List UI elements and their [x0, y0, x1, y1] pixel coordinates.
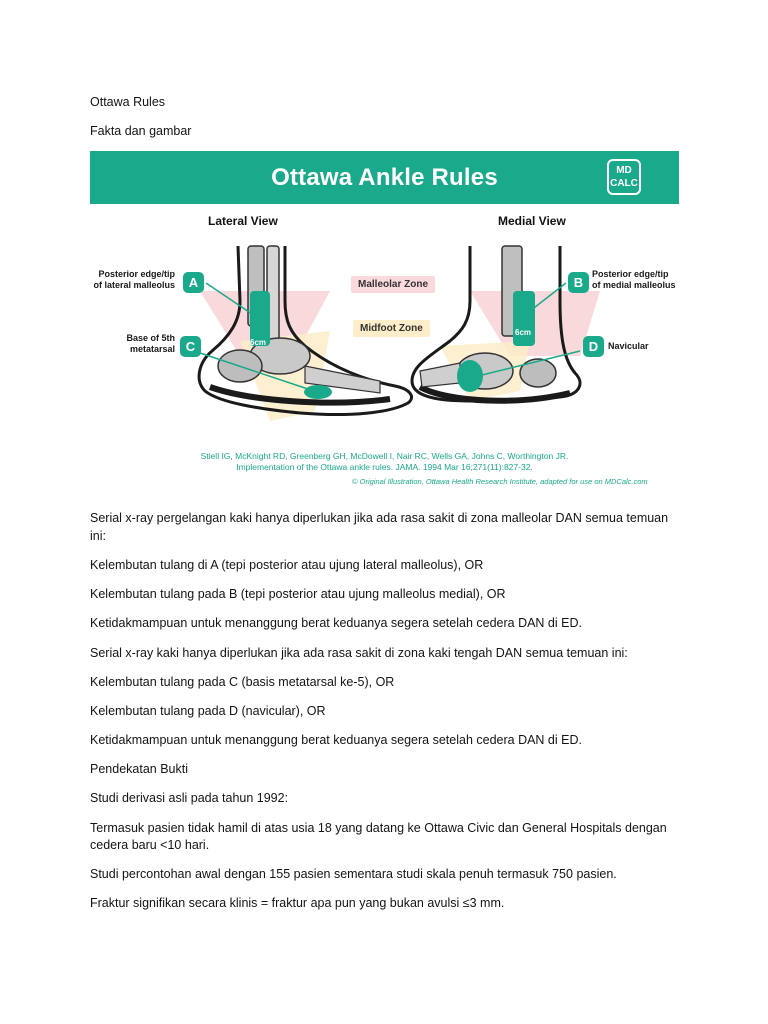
label-b — [592, 269, 679, 291]
citation-line-1: Stiell IG, McKnight RD, Greenberg GH, McDowell I, Nair RC, Wells GA, Johns C, Worthington JR. — [200, 451, 569, 461]
paragraph-13: Fraktur signifikan secara klinis = fraktur apa pun yang bukan avulsi ≤3 mm. — [90, 896, 505, 910]
fifth-metatarsal-marker — [304, 385, 332, 399]
paragraph-11-line-1: Termasuk pasien tidak hamil di atas usia 18 yang datang ke Ottawa Civic dan General Hospitals dengan — [90, 821, 667, 835]
midfoot-zone-legend: Midfoot Zone — [353, 320, 430, 337]
measure-left: 6cm — [250, 338, 267, 347]
figure-title: Ottawa Ankle Rules — [271, 164, 498, 191]
paragraph-1-line-2: ini: — [90, 529, 106, 543]
document-subheading: Fakta dan gambar — [90, 124, 192, 138]
label-b-line-2: of medial malleolus — [592, 280, 676, 290]
logo-line-1: MD — [616, 165, 632, 176]
logo-line-2: CALC — [610, 178, 638, 189]
label-a-line-2: of lateral malleolus — [93, 280, 175, 290]
ottawa-ankle-figure — [90, 151, 679, 496]
measure-right: 6cm — [515, 328, 532, 337]
label-d: Navicular — [608, 341, 649, 351]
medial-view-title: Medial View — [498, 214, 566, 228]
citation-line-2: Implementation of the Ottawa ankle rules. JAMA. 1994 Mar 16;271(11):827-32. — [236, 462, 533, 472]
paragraph-2: Kelembutan tulang di A (tepi posterior atau ujung lateral malleolus), OR — [90, 558, 484, 572]
mark-d: D — [583, 336, 604, 357]
navicular-marker — [457, 360, 483, 392]
paragraph-7: Kelembutan tulang pada D (navicular), OR — [90, 704, 326, 718]
illustration-credit: © Original Illustration, Ottawa Health Research Institute, adapted for use on MDCalc.com — [352, 477, 648, 486]
paragraph-9: Pendekatan Bukti — [90, 762, 188, 776]
paragraph-11-line-2: cedera baru <10 hari. — [90, 838, 210, 852]
document-heading: Ottawa Rules — [90, 95, 166, 109]
label-c-line-1: Base of 5th — [126, 333, 175, 343]
paragraph-10: Studi derivasi asli pada tahun 1992: — [90, 791, 289, 805]
mark-a: A — [183, 272, 204, 293]
paragraph-4: Ketidakmampuan untuk menanggung berat keduanya segera setelah cedera DAN di ED. — [90, 616, 582, 630]
paragraph-1-line-1: Serial x-ray pergelangan kaki hanya diperlukan jika ada rasa sakit di zona malleolar DAN semua temuan — [90, 511, 669, 525]
label-c-line-2: metatarsal — [129, 344, 175, 354]
paragraph-6: Kelembutan tulang pada C (basis metatarsal ke-5), OR — [90, 675, 395, 689]
label-a-line-1: Posterior edge/tip — [98, 269, 175, 279]
paragraph-3: Kelembutan tulang pada B (tepi posterior atau ujung malleolus medial), OR — [90, 587, 506, 601]
lateral-view-title: Lateral View — [208, 214, 278, 228]
paragraph-12: Studi percontohan awal dengan 155 pasien sementara studi skala penuh termasuk 750 pasien. — [90, 867, 617, 881]
label-c — [90, 333, 175, 355]
label-a — [90, 269, 175, 291]
medial-calcaneus — [520, 359, 556, 387]
paragraph-5: Serial x-ray kaki hanya diperlukan jika ada rasa sakit di zona kaki tengah DAN semua temuan ini: — [90, 646, 628, 660]
malleolar-zone-legend: Malleolar Zone — [351, 276, 435, 293]
paragraph-8: Ketidakmampuan untuk menanggung berat keduanya segera setelah cedera DAN di ED. — [90, 733, 582, 747]
medial-metatarsals — [420, 363, 460, 387]
mark-c: C — [180, 336, 201, 357]
label-b-line-1: Posterior edge/tip — [592, 269, 669, 279]
mark-b: B — [568, 272, 589, 293]
